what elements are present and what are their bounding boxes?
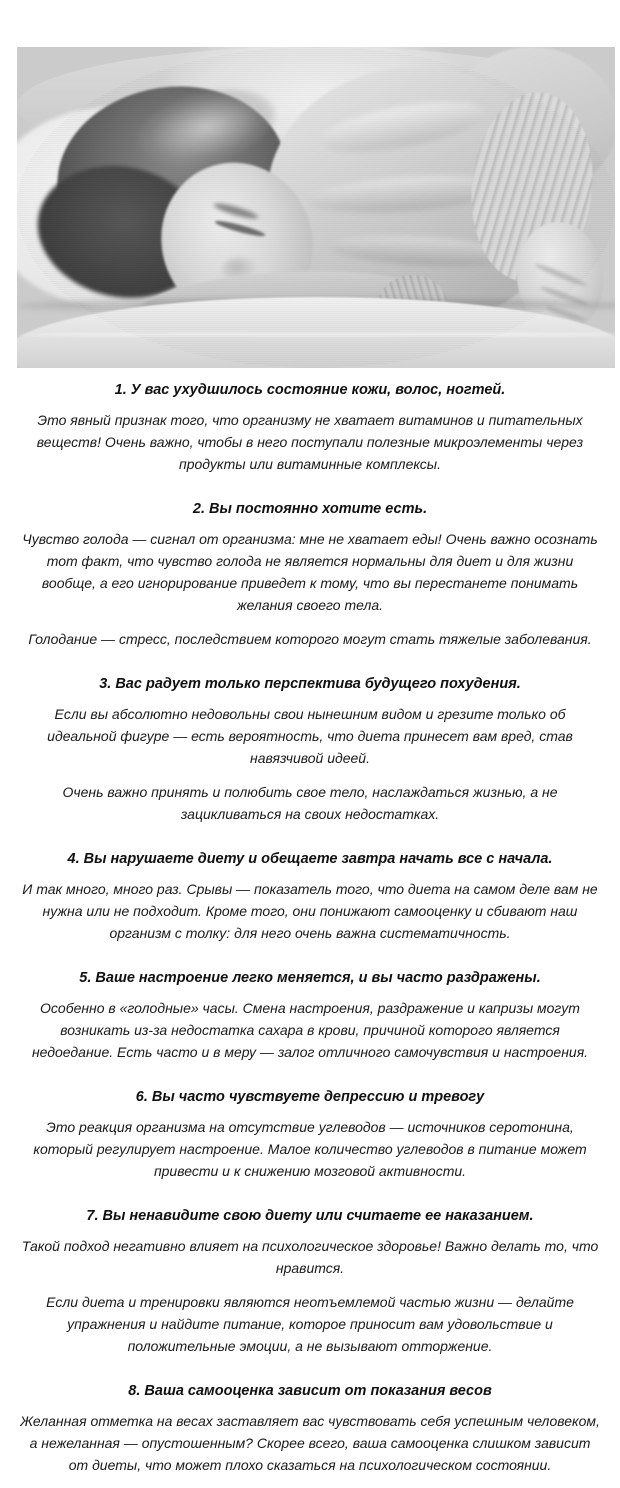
section-paragraph: Очень важно принять и полюбить свое тело, наслаждаться жизнью, а не зацикливаться на своих недостатках. (62, 784, 558, 822)
section-heading: 6. Вы часто чувствуете депрессию и тревогу (135, 1089, 485, 1105)
section-paragraph: Особенно в «голодные» часы. Смена настроения, раздражение и капризы могут возникать из-за недостатка сахара в крови, причиной которого является недоедание. Есть часто и в меру — залог отличного самочувствия и настроения. (31, 1000, 589, 1060)
section-heading: 8. Ваша самооценка зависит от показания весов (128, 1383, 492, 1399)
section-paragraph: Голодание — стресс, последствием которого могут стать тяжелые заболевания. (28, 631, 592, 647)
article-body (0, 368, 620, 1488)
section-paragraph: Если диета и тренировки являются неотъемлемой частью жизни — делайте упражнения и найдите питание, которое приносит вам удовольствие и положительные эмоции, а не вызывают отторжение. (46, 1294, 574, 1354)
section-paragraph: Если вы абсолютно недовольны свои нынешним видом и грезите только об идеальной фигуре — есть вероятность, что диета принесет вам вред, став навязчивой идеей. (47, 706, 573, 766)
section-paragraph: И так много, много раз. Срывы — показатель того, что диета на самом деле вам не нужна или не подходит. Кроме того, они понижают самооценку и сбивают наш организм с толку: для него очень важна систематичность. (22, 881, 598, 941)
section-heading: 4. Вы нарушаете диету и обещаете завтра начать все с начала. (67, 851, 553, 867)
section-heading: 7. Вы ненавидите свою диету или считаете ее наказанием. (86, 1208, 534, 1224)
section-heading: 1. У вас ухудшилось состояние кожи, волос, ногтей. (114, 382, 506, 398)
section-heading: 5. Ваше настроение легко меняется, и вы часто раздражены. (79, 970, 541, 986)
section-paragraph: Это явный признак того, что организму не хватает витаминов и питательных веществ! Очень важно, чтобы в него поступали полезные микроэлементы через продукты или витаминные комплексы. (36, 412, 584, 472)
hero-photo (17, 47, 615, 368)
section-heading: 3. Вас радует только перспектива будущего похудения. (99, 676, 521, 692)
section-paragraph: Это реакция организма на отсутствие углеводов — источников серотонина, который регулирует настроение. Малое количество углеводов в питание может привести и к снижению мозговой активности. (33, 1119, 587, 1179)
section-heading: 2. Вы постоянно хотите есть. (192, 501, 428, 517)
photo-grain-overlay (17, 47, 615, 368)
section-paragraph: Чувство голода — сигнал от организма: мне не хватает еды! Очень важно осознать тот факт, что чувство голода не является нормальны для диет и для жизни вообще, а его игнорирование приведет к тому, что вы перестанете понимать желания своего тела. (22, 531, 598, 613)
section-paragraph: Такой подход негативно влияет на психологическое здоровье! Важно делать то, что нравится. (21, 1238, 599, 1276)
section-paragraph: Желанная отметка на весах заставляет вас чувствовать себя успешным человеком, а нежеланная — опустошенным? Скорее всего, ваша самооценка слишком зависит от диеты, что может плохо сказаться на психологическом состоянии. (20, 1413, 600, 1473)
